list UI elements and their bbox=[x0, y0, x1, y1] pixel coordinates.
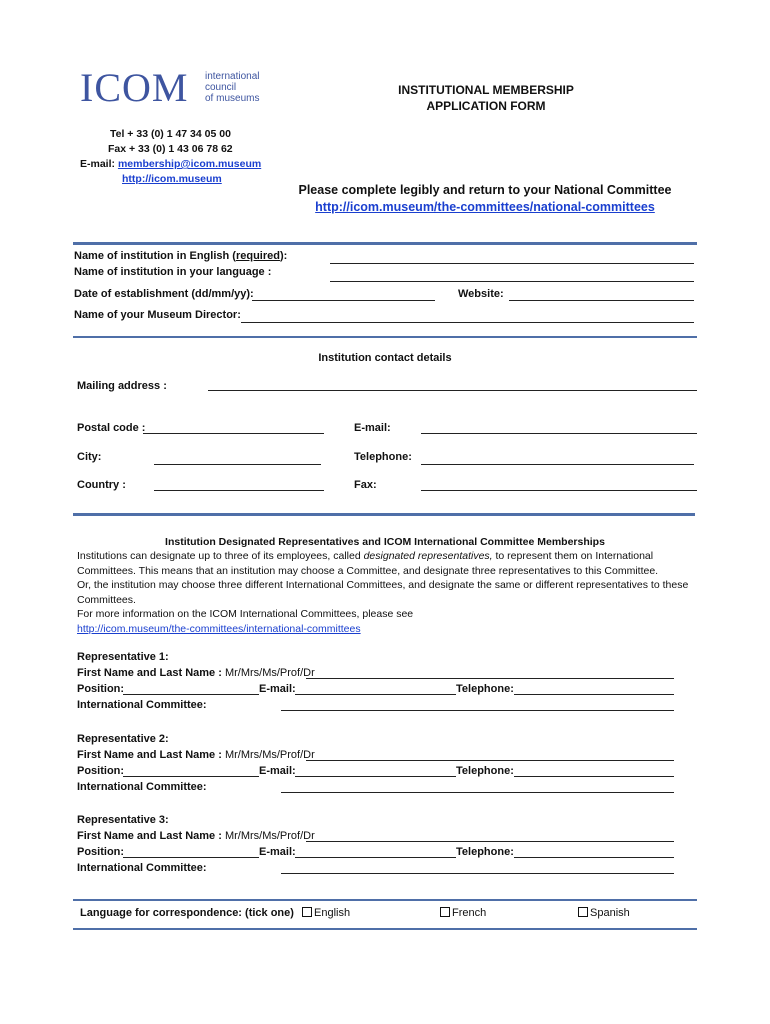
form-title-line-2: APPLICATION FORM bbox=[426, 99, 546, 113]
rep-3-position-field[interactable] bbox=[123, 857, 259, 858]
national-committees-link[interactable]: http://icom.museum/the-committees/national-committees bbox=[315, 200, 655, 214]
director-label: Name of your Museum Director: bbox=[74, 309, 241, 321]
rep-1-position-label: Position: bbox=[77, 683, 125, 695]
rep-2-position-label: Position: bbox=[77, 765, 125, 777]
rep-1-title: Representative 1: bbox=[77, 651, 169, 663]
form-title bbox=[360, 82, 612, 114]
rep-2-committee-field[interactable] bbox=[281, 792, 674, 793]
form-title-line-1: INSTITUTIONAL MEMBERSHIP bbox=[398, 83, 574, 97]
rep-2-name-label: First Name and Last Name : Mr/Mrs/Ms/Prof/Dr bbox=[77, 749, 315, 761]
logo-line-3: of museums bbox=[205, 93, 260, 104]
rep-2-title: Representative 2: bbox=[77, 733, 169, 745]
name-en-field[interactable] bbox=[330, 263, 694, 264]
icom-logo-wordmark: ICOM bbox=[80, 65, 189, 110]
postal-label: Postal code : bbox=[77, 422, 146, 434]
logo-line-1: international bbox=[205, 71, 260, 82]
rep-3-email-label: E-mail: bbox=[259, 846, 296, 858]
director-field[interactable] bbox=[241, 322, 694, 323]
telephone-label: Telephone: bbox=[354, 451, 412, 463]
country-field[interactable] bbox=[154, 490, 324, 491]
fax-label: Fax: bbox=[354, 479, 377, 491]
rep-3-name-label: First Name and Last Name : Mr/Mrs/Ms/Prof/Dr bbox=[77, 830, 315, 842]
contact-tel: Tel + 33 (0) 1 47 34 05 00 bbox=[110, 128, 231, 140]
rep-3-position-label: Position: bbox=[77, 846, 125, 858]
french-checkbox[interactable] bbox=[440, 907, 450, 917]
name-local-label: Name of institution in your language : bbox=[74, 266, 272, 278]
para-line-4: Committees. bbox=[77, 593, 136, 606]
rep-3-email-field[interactable] bbox=[295, 857, 456, 858]
rep-2-position-field[interactable] bbox=[123, 776, 259, 777]
icom-logo-tagline bbox=[205, 71, 259, 104]
para-line-2: Committees. This means that an institution may choose a Committee, and designate three representatives to this Committee. bbox=[77, 564, 659, 577]
rep-3-name-field[interactable] bbox=[306, 841, 674, 842]
postal-field[interactable] bbox=[143, 433, 324, 434]
divider-2 bbox=[73, 513, 695, 516]
contact-details-heading: Institution contact details bbox=[318, 352, 452, 364]
contact-email-label-2: E-mail: bbox=[354, 422, 391, 434]
fax-field[interactable] bbox=[421, 490, 697, 491]
instructions-text: Please complete legibly and return to your National Committee bbox=[298, 183, 672, 197]
rep-1-name-field[interactable] bbox=[306, 678, 674, 679]
logo-line-2: council bbox=[205, 82, 237, 93]
mailing-label: Mailing address : bbox=[77, 380, 167, 392]
rep-3-committee-label: International Committee: bbox=[77, 862, 207, 874]
rep-2-email-field[interactable] bbox=[295, 776, 456, 777]
telephone-field[interactable] bbox=[421, 464, 694, 465]
rep-2-committee-label: International Committee: bbox=[77, 781, 207, 793]
city-label: City: bbox=[77, 451, 102, 463]
website-label: Website: bbox=[458, 288, 504, 300]
rep-1-email-label: E-mail: bbox=[259, 683, 296, 695]
divider-language-bottom bbox=[73, 928, 697, 930]
language-option-french[interactable]: French bbox=[440, 907, 486, 919]
rep-3-telephone-label: Telephone: bbox=[456, 846, 514, 858]
mailing-field[interactable] bbox=[208, 390, 697, 391]
rep-2-name-field[interactable] bbox=[306, 760, 674, 761]
rep-3-title: Representative 3: bbox=[77, 814, 169, 826]
instructions bbox=[290, 182, 680, 216]
website-field[interactable] bbox=[509, 300, 694, 301]
rep-1-email-field[interactable] bbox=[295, 694, 456, 695]
para-line-1: Institutions can designate up to three of its employees, called designated representatives, to represent them on International bbox=[77, 550, 654, 562]
city-field[interactable] bbox=[154, 464, 321, 465]
name-local-field[interactable] bbox=[330, 281, 694, 282]
spanish-checkbox[interactable] bbox=[578, 907, 588, 917]
contact-fax: Fax + 33 (0) 1 43 06 78 62 bbox=[108, 143, 233, 155]
divider-language-top bbox=[73, 899, 697, 901]
date-field[interactable] bbox=[252, 300, 435, 301]
contact-email-link[interactable]: membership@icom.museum bbox=[117, 158, 262, 170]
rep-3-committee-field[interactable] bbox=[281, 873, 674, 874]
rep-2-email-label: E-mail: bbox=[259, 765, 296, 777]
date-label: Date of establishment (dd/mm/yy): bbox=[74, 288, 254, 300]
rep-1-telephone-field[interactable] bbox=[514, 694, 674, 695]
para-line-3: Or, the institution may choose three different International Committees, and designate the same or different representatives to these bbox=[77, 579, 689, 591]
contact-web-row bbox=[80, 172, 261, 187]
language-option-spanish[interactable]: Spanish bbox=[578, 907, 630, 919]
rep-1-name-label: First Name and Last Name : Mr/Mrs/Ms/Prof/Dr bbox=[77, 667, 315, 679]
rep-1-position-field[interactable] bbox=[123, 694, 259, 695]
para-line-5: For more information on the ICOM International Committees, please see bbox=[77, 608, 414, 620]
representatives-heading: Institution Designated Representatives and ICOM International Committee Memberships bbox=[165, 536, 605, 548]
language-option-english[interactable]: English bbox=[302, 907, 350, 919]
representatives-explanation bbox=[77, 549, 717, 636]
divider-top bbox=[73, 242, 697, 245]
name-en-label: Name of institution in English (required): bbox=[74, 250, 288, 262]
country-label: Country : bbox=[77, 479, 126, 491]
international-committees-link[interactable]: http://icom.museum/the-committees/international-committees bbox=[77, 622, 361, 635]
rep-3-telephone-field[interactable] bbox=[514, 857, 674, 858]
divider-1 bbox=[73, 336, 697, 338]
rep-1-telephone-label: Telephone: bbox=[456, 683, 514, 695]
rep-2-telephone-label: Telephone: bbox=[456, 765, 514, 777]
contact-email-row bbox=[80, 157, 261, 172]
required-marker: required bbox=[235, 250, 280, 262]
contact-web-link[interactable]: http://icom.museum bbox=[122, 173, 222, 185]
language-label: Language for correspondence: (tick one) bbox=[80, 907, 294, 919]
rep-1-committee-label: International Committee: bbox=[77, 699, 207, 711]
contact-email-label: E-mail: bbox=[80, 158, 118, 170]
english-checkbox[interactable] bbox=[302, 907, 312, 917]
contact-email-field[interactable] bbox=[421, 433, 697, 434]
rep-2-telephone-field[interactable] bbox=[514, 776, 674, 777]
contact-block bbox=[80, 127, 261, 187]
rep-1-committee-field[interactable] bbox=[281, 710, 674, 711]
